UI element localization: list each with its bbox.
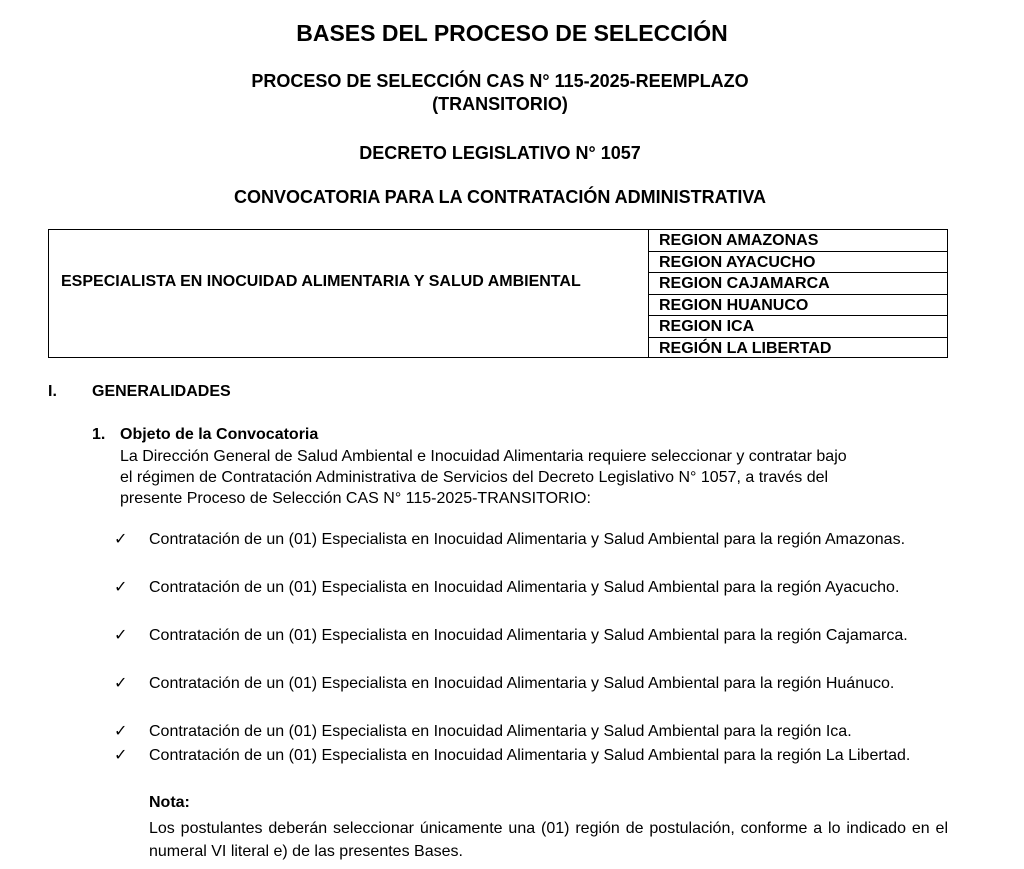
paragraph-line: La Dirección General de Salud Ambiental e Inocuidad Alimentaria requiere seleccionar y contratar bajo bbox=[120, 448, 847, 465]
section-number: I. bbox=[48, 383, 57, 400]
paragraph-line: el régimen de Contratación Administrativa de Servicios del Decreto Legislativo N° 1057, a través del bbox=[120, 469, 829, 486]
region-cell: REGION CAJAMARCA bbox=[649, 273, 947, 295]
region-cell: REGION ICA bbox=[649, 316, 947, 338]
checkmark-icon: ✓ bbox=[114, 747, 128, 764]
position-name: ESPECIALISTA EN INOCUIDAD ALIMENTARIA Y SALUD AMBIENTAL bbox=[61, 273, 581, 290]
list-item-text: Contratación de un (01) Especialista en Inocuidad Alimentaria y Salud Ambiental para la región La Libertad. bbox=[149, 747, 911, 764]
subsection-number: 1. bbox=[92, 426, 106, 443]
position-table bbox=[48, 229, 948, 358]
region-cell: REGION AMAZONAS bbox=[649, 230, 947, 252]
list-item-text: Contratación de un (01) Especialista en Inocuidad Alimentaria y Salud Ambiental para la región Ayacucho. bbox=[149, 579, 900, 596]
region-cell: REGIÓN LA LIBERTAD bbox=[659, 339, 832, 357]
decree-heading: DECRETO LEGISLATIVO N° 1057 bbox=[359, 143, 641, 163]
checkmark-icon: ✓ bbox=[114, 531, 128, 548]
call-heading: CONVOCATORIA PARA LA CONTRATACIÓN ADMINISTRATIVA bbox=[234, 187, 766, 207]
checkmark-icon: ✓ bbox=[114, 627, 128, 644]
list-item-text: Contratación de un (01) Especialista en Inocuidad Alimentaria y Salud Ambiental para la región Cajamarca. bbox=[149, 627, 908, 644]
document-title: BASES DEL PROCESO DE SELECCIÓN bbox=[296, 20, 728, 46]
process-line-1: PROCESO DE SELECCIÓN CAS N° 115-2025-REEMPLAZO bbox=[251, 71, 749, 91]
checkmark-icon: ✓ bbox=[114, 675, 128, 692]
list-item-text: Contratación de un (01) Especialista en Inocuidad Alimentaria y Salud Ambiental para la región Huánuco. bbox=[149, 675, 895, 692]
process-line-2: (TRANSITORIO) bbox=[432, 94, 568, 114]
list-item-text: Contratación de un (01) Especialista en Inocuidad Alimentaria y Salud Ambiental para la región Amazonas. bbox=[149, 531, 906, 548]
region-cell: REGION AYACUCHO bbox=[649, 252, 947, 274]
note-text: Los postulantes deberán seleccionar únicamente una (01) región de postulación, conforme a lo indicado en el numeral VI literal e) de las presentes Bases. bbox=[149, 820, 948, 860]
objective-paragraph bbox=[120, 446, 960, 509]
region-list bbox=[649, 230, 947, 359]
region-cell: REGION HUANUCO bbox=[649, 295, 947, 317]
subsection-title: Objeto de la Convocatoria bbox=[120, 426, 319, 443]
section-title: GENERALIDADES bbox=[92, 383, 231, 400]
note-label: Nota: bbox=[149, 794, 190, 811]
paragraph-line: presente Proceso de Selección CAS N° 115-2025-TRANSITORIO: bbox=[120, 490, 591, 507]
checkmark-icon: ✓ bbox=[114, 723, 128, 740]
list-item-text: Contratación de un (01) Especialista en Inocuidad Alimentaria y Salud Ambiental para la región Ica. bbox=[149, 723, 852, 740]
checkmark-icon: ✓ bbox=[114, 579, 128, 596]
